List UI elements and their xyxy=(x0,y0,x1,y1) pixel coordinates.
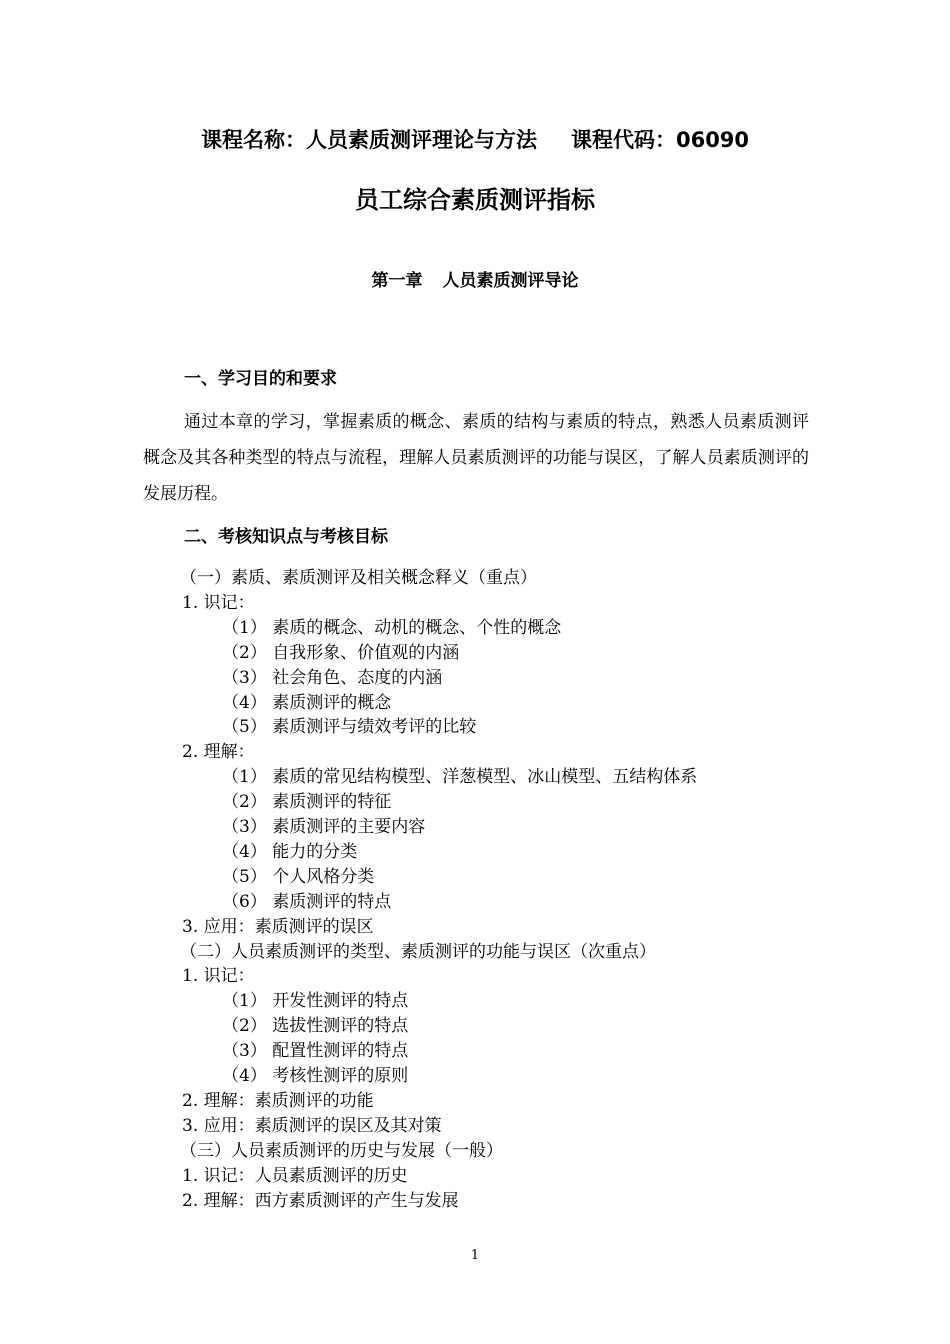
outline-sub-item: （4） 能力的分类 xyxy=(222,841,358,862)
chapter-name: 人员素质测评导论 xyxy=(442,271,579,291)
outline-sub-item: （3） 素质测评的主要内容 xyxy=(222,817,426,837)
outline-sub-item: （4） 考核性测评的原则 xyxy=(222,1066,409,1086)
outline-level-item: 2. 理解：素质测评的功能 xyxy=(182,1090,374,1111)
outline-sub-item: （3） 社会角色、态度的内涵 xyxy=(222,667,443,688)
outline-sub-item: （1） 开发性测评的特点 xyxy=(222,991,409,1012)
outline-sub-item: （3） 配置性测评的特点 xyxy=(222,1041,409,1062)
outline-sub-item: （2） 选拔性测评的特点 xyxy=(222,1016,409,1037)
outline-level-item: 1. 识记：人员素质测评的历史 xyxy=(182,1165,408,1186)
course-header xyxy=(0,124,950,154)
outline-sub-item: （5） 个人风格分类 xyxy=(222,866,375,887)
outline-sub-item: （5） 素质测评与绩效考评的比较 xyxy=(222,717,477,738)
outline-level-item: 3. 应用：素质测评的误区 xyxy=(182,916,374,937)
outline-sub-item: （2） 素质测评的特征 xyxy=(222,792,392,813)
objectives-paragraph: 通过本章的学习，掌握素质的概念、素质的结构与素质的特点，熟悉人员素质测评概念及其各种类型的特点与流程，理解人员素质测评的功能与误区，了解人员素质测评的发展历程。 xyxy=(143,412,809,504)
outline-sub-item: （1） 素质的常见结构模型、洋葱模型、冰山模型、五结构体系 xyxy=(222,767,698,788)
section-heading-objectives: 一、学习目的和要求 xyxy=(184,369,337,389)
outline-subsection: （一）素质、素质测评及相关概念释义（重点） xyxy=(180,568,537,588)
course-code: 课程代码：06090 xyxy=(570,128,750,152)
outline-subsection: （二）人员素质测评的类型、素质测评的功能与误区（次重点） xyxy=(180,941,656,962)
outline-sub-item: （2） 自我形象、价值观的内涵 xyxy=(222,642,460,663)
outline-subsection: （三）人员素质测评的历史与发展（一般） xyxy=(180,1140,503,1161)
document-title: 员工综合素质测评指标 xyxy=(355,186,595,214)
page-number: 1 xyxy=(470,1248,480,1263)
chapter-heading xyxy=(0,266,950,291)
outline-level-item: 1. 识记： xyxy=(182,966,255,987)
outline-level-item: 2. 理解：西方素质测评的产生与发展 xyxy=(182,1190,459,1211)
outline-sub-item: （6） 素质测评的特点 xyxy=(222,891,392,912)
outline-level-item: 1. 识记： xyxy=(182,592,255,613)
chapter-number: 第一章 xyxy=(371,271,423,291)
outline-sub-item: （4） 素质测评的概念 xyxy=(222,692,392,713)
outline-sub-item: （1） 素质的概念、动机的概念、个性的概念 xyxy=(222,617,562,638)
outline-level-item: 2. 理解： xyxy=(182,742,255,763)
outline-level-item: 3. 应用：素质测评的误区及其对策 xyxy=(182,1115,442,1136)
section-heading-knowledge-points: 二、考核知识点与考核目标 xyxy=(184,527,388,547)
course-name: 课程名称：人员素质测评理论与方法 xyxy=(200,128,537,152)
